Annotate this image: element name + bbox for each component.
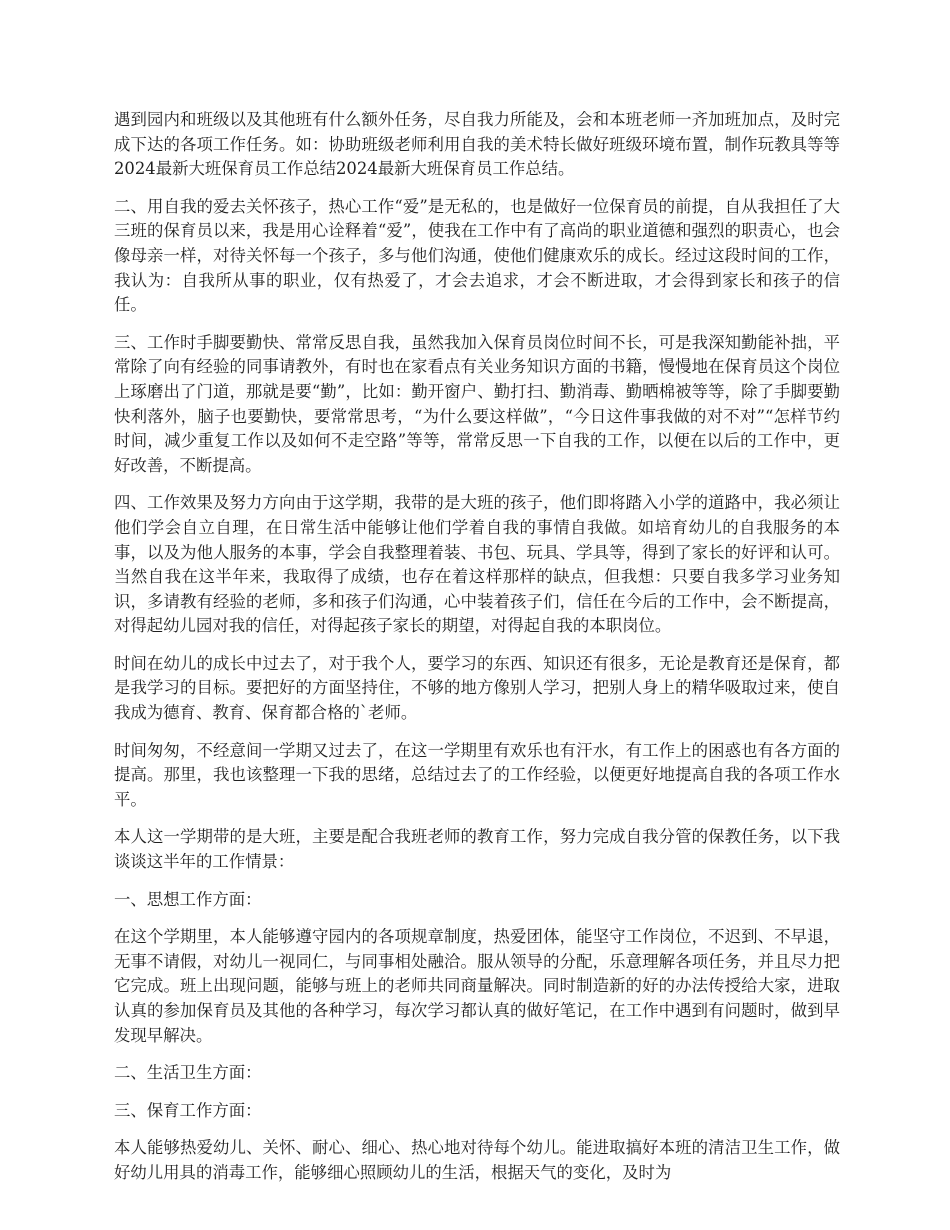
paragraph-childcare-details: 本人能够热爱幼儿、关怀、耐心、细心、热心地对待每个幼儿。能进取搞好本班的清洁卫生工作，做好幼儿用具的消毒工作，能够细心照顾幼儿的生活，根据天气的变化，及时为 [114, 1138, 840, 1182]
document-body [114, 108, 840, 1199]
paragraph-class-overview: 本人这一学期带的是大班，主要是配合我班老师的教育工作，努力完成自我分管的保教任务，以下我谈谈这半年的工作情景： [114, 827, 840, 872]
paragraph-ideology-details: 在这个学期里，本人能够遵守园内的各项规章制度，热爱团体，能坚守工作岗位，不迟到、不早退，无事不请假，对幼儿一视同仁，与同事相处融洽。服从领导的分配，乐意理解各项任务，并且尽力把它完成。班上出现问题，能够与班上的老师共同商量解决。同时制造新的好的办法传授给大家，进取认真的参加保育员及其他的各种学习，每次学习都认真的做好笔记，在工作中遇到有问题时，做到早发现早解决。 [114, 927, 840, 1045]
paragraph-work-results: 四、工作效果及努力方向由于这学期，我带的是大班的孩子，他们即将踏入小学的道路中，我必须让他们学会自立自理，在日常生活中能够让他们学着自我的事情自我做。如培育幼儿的自我服务的本事，以及为他人服务的本事，学会自我整理着装、书包、玩具、学具等，得到了家长的好评和认可。当然自我在这半年来，我取得了成绩，也存在着这样那样的缺点，但我想：只要自我多学习业务知识，多请教有经验的老师，多和孩子们沟通，心中装着孩子们，信任在今后的工作中，会不断提高，对得起幼儿园对我的信任，对得起孩子家长的期望，对得起自我的本职岗位。 [114, 493, 840, 636]
paragraph-care-for-children: 二、用自我的爱去关怀孩子，热心工作“爱”是无私的，也是做好一位保育员的前提，自从我担任了大三班的保育员以来，我是用心诠释着“爱”，使我在工作中有了高尚的职业道德和强烈的职责心，也会像母亲一样，对待关怀每一个孩子，多与他们沟通，使他们健康欢乐的成长。经过这段时间的工作，我认为：自我所从事的职业，仅有热爱了，才会去追求，才会不断进取，才会得到家长和孩子的信任。 [114, 196, 840, 315]
heading-childcare-work: 三、保育工作方面： [114, 1100, 262, 1120]
paragraph-learning-goals: 时间在幼儿的成长中过去了，对于我个人，要学习的东西、知识还有很多，无论是教育还是保育，都是我学习的目标。要把好的方面坚持住，不够的地方像别人学习，把别人身上的精华吸取过来，使自我成为德育、教育、保育都合格的`老师。 [114, 653, 840, 723]
heading-hygiene: 二、生活卫生方面： [114, 1063, 262, 1083]
heading-ideology-work: 一、思想工作方面： [114, 889, 262, 909]
paragraph-task-assistance: 遇到园内和班级以及其他班有什么额外任务，尽自我力所能及，会和本班老师一齐加班加点，及时完成下达的各项工作任务。如：协助班级老师利用自我的美术特长做好班级环境布置，制作玩教具等等2024最新大班保育员工作总结2024最新大班保育员工作总结。 [114, 110, 840, 179]
paragraph-diligence: 三、工作时手脚要勤快、常常反思自我，虽然我加入保育员岗位时间不长，可是我深知勤能补拙，平常除了向有经验的同事请教外，有时也在家看点有关业务知识方面的书籍，慢慢地在保育员这个岗位上琢磨出了门道，那就是要“勤”，比如：勤开窗户、勤打扫、勤消毒、勤晒棉被等等，除了手脚要勤快利落外，脑子也要勤快，要常常思考，“为什么要这样做”，“今日这件事我做的对不对”“怎样节约时间，减少重复工作以及如何不走空路”等等，常常反思一下自我的工作，以便在以后的工作中，更好改善，不断提高。 [114, 332, 840, 475]
paragraph-semester-review: 时间匆匆，不经意间一学期又过去了，在这一学期里有欢乐也有汗水，有工作上的困惑也有各方面的提高。那里，我也该整理一下我的思绪，总结过去了的工作经验，以便更好地提高自我的各项工作水平。 [114, 740, 840, 809]
